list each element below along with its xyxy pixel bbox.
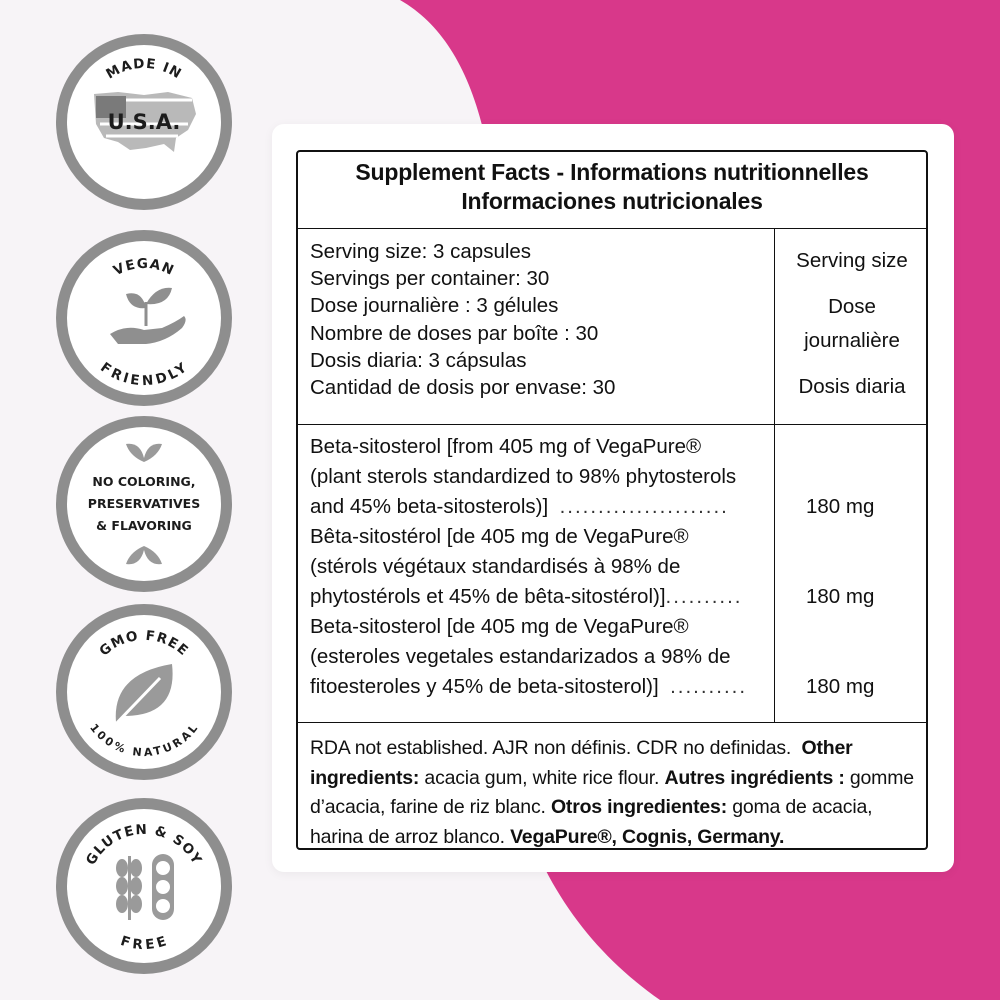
footer-notes bbox=[310, 734, 916, 852]
ingredient-line: Beta-sitosterol [from 405 mg of VegaPure® bbox=[310, 435, 702, 458]
source-note: VegaPure®, Cognis, Germany. bbox=[510, 825, 785, 848]
hand-sprout-icon bbox=[110, 288, 186, 344]
facts-title-line-1: Supplement Facts - Informations nutritionnelles bbox=[355, 159, 869, 185]
other-ingredients-label: Other ingredients: bbox=[310, 737, 853, 789]
serving-info bbox=[310, 238, 615, 401]
badge-no-coloring bbox=[56, 416, 232, 592]
serving-line: Dose journalière : 3 gélules bbox=[310, 294, 559, 318]
ingredient-english bbox=[310, 432, 736, 522]
leader-dots: .......... bbox=[665, 585, 743, 608]
ingredient-line: (plant sterols standardized to 98% phytosterols bbox=[310, 465, 737, 488]
ingredient-spanish bbox=[310, 612, 747, 702]
ingredient-line: Bêta-sitostérol [de 405 mg de VegaPure® bbox=[310, 525, 689, 548]
leader-dots: .......... bbox=[670, 675, 748, 698]
serving-line: Cantidad de dosis por envase: 30 bbox=[310, 376, 616, 400]
svg-text:100% NATURAL: 100% NATURAL bbox=[87, 721, 201, 760]
svg-text:GMO FREE: GMO FREE bbox=[96, 627, 192, 660]
side-dose-1: Dose bbox=[828, 295, 876, 318]
badge-line-1: NO COLORING, bbox=[92, 474, 196, 489]
ingredient-amount: 180 mg bbox=[806, 495, 875, 518]
autres-ingredients-label: Autres ingrédients : bbox=[664, 766, 845, 789]
ingredient-line: Beta-sitosterol [de 405 mg de VegaPure® bbox=[310, 615, 689, 638]
badge-line-2: PRESERVATIVES bbox=[87, 496, 201, 511]
otros-ingredientes-label: Otros ingredientes: bbox=[550, 796, 727, 818]
badge-gmo-free bbox=[56, 604, 232, 780]
badge-made-in-usa bbox=[56, 34, 232, 210]
ingredient-line: fitoesteroles y 45% de beta-sitosterol)] .......... bbox=[310, 675, 748, 698]
grain-soybean-icon bbox=[116, 854, 174, 920]
side-dose-2: journalière bbox=[804, 329, 900, 352]
ingredient-line: (stérols végétaux standardisés à 98% de bbox=[310, 555, 681, 578]
serving-line: Servings per container: 30 bbox=[310, 267, 550, 291]
serving-line: Serving size: 3 capsules bbox=[310, 240, 532, 263]
serving-line: Nombre de doses par boîte : 30 bbox=[310, 321, 599, 345]
ingredient-amount: 180 mg bbox=[806, 585, 875, 608]
svg-text:FREE: FREE bbox=[118, 933, 170, 954]
divider bbox=[298, 424, 926, 425]
supplement-facts-table bbox=[296, 150, 928, 850]
svg-text:GLUTEN & SOY: GLUTEN & SOY bbox=[82, 821, 206, 868]
ingredient-line: phytostérols et 45% de bêta-sitostérol)].......... bbox=[310, 585, 743, 608]
column-divider bbox=[774, 228, 775, 722]
badge-gluten-soy-free bbox=[56, 798, 232, 974]
autres-ingredients-text: gomme d’acacia, farine de riz blanc. bbox=[310, 766, 914, 818]
facts-title bbox=[298, 158, 926, 216]
other-ingredients-text: acacia gum, white rice flour. bbox=[424, 766, 660, 789]
divider bbox=[298, 722, 926, 723]
ingredient-line: and 45% beta-sitosterols)] ...................... bbox=[310, 495, 729, 518]
ingredient-line: (esteroles vegetales estandarizados a 98% de bbox=[310, 645, 731, 668]
facts-title-line-2: Informaciones nutricionales bbox=[461, 188, 763, 214]
ingredient-amount: 180 mg bbox=[806, 675, 875, 698]
side-dosis-diaria: Dosis diaria bbox=[798, 375, 906, 398]
badge-vegan-friendly bbox=[56, 230, 232, 406]
badge-center-text: U.S.A. bbox=[107, 110, 181, 134]
svg-text:VEGAN: VEGAN bbox=[110, 255, 177, 280]
leaf-icon bbox=[112, 664, 173, 728]
svg-text:FRIENDLY: FRIENDLY bbox=[97, 359, 191, 390]
serving-line: Dosis diaria: 3 cápsulas bbox=[310, 348, 527, 372]
rda-note: RDA not established. AJR non définis. CDR no definidas. bbox=[310, 737, 792, 759]
ingredient-french bbox=[310, 522, 743, 612]
divider bbox=[298, 228, 926, 229]
leader-dots: ...................... bbox=[559, 495, 729, 518]
badge-line-3: & FLAVORING bbox=[96, 518, 192, 533]
supplement-facts-panel bbox=[272, 124, 954, 872]
side-serving-size: Serving size bbox=[796, 249, 908, 272]
badge-top-text: MADE IN bbox=[103, 55, 185, 83]
otros-ingredientes-text: goma de acacia, harina de arroz blanco. bbox=[310, 796, 873, 848]
